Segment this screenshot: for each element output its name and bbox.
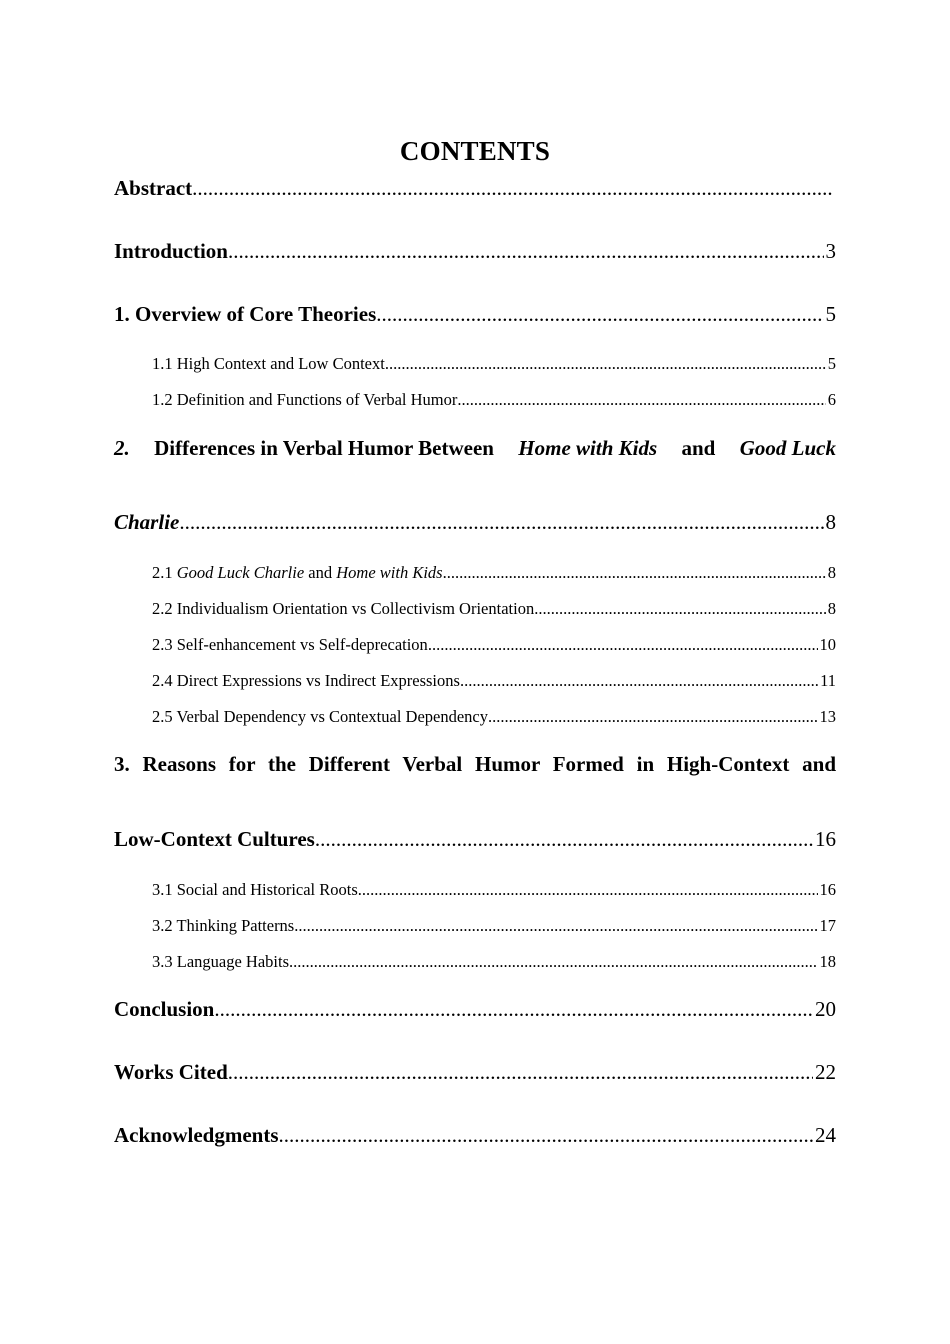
toc-page-number: 16 xyxy=(819,880,836,899)
toc-label: 1. Overview of Core Theories xyxy=(114,302,377,326)
toc-page-number: 13 xyxy=(819,707,836,726)
toc-page-number: 16 xyxy=(815,827,836,851)
section-2-1-mid: and xyxy=(304,563,337,582)
chapter-2-italic-b: Good Luck xyxy=(739,436,836,460)
section-2-1-italic-a: Good Luck Charlie xyxy=(176,563,305,582)
toc-page-number: 5 xyxy=(825,302,836,326)
page-title: CONTENTS xyxy=(399,136,551,166)
toc-label: Introduction xyxy=(114,239,228,263)
toc-entry-chapter-3-line-1[interactable] xyxy=(114,752,836,782)
toc-leader xyxy=(289,952,817,972)
toc-leader xyxy=(214,997,813,1022)
toc-label: 1.2 Definition and Functions of Verbal Humor xyxy=(152,390,458,409)
toc-page-number: 3 xyxy=(825,239,836,263)
toc-leader xyxy=(457,390,825,410)
toc-label: Low-Context Cultures xyxy=(114,827,315,851)
toc-leader xyxy=(228,1060,813,1085)
toc-entry-acknowledgments[interactable] xyxy=(114,1123,836,1153)
toc-leader xyxy=(428,635,818,655)
toc-leader xyxy=(279,1123,813,1148)
toc-page-number: 5 xyxy=(827,354,836,373)
toc-entry-section-3-2[interactable] xyxy=(152,916,836,940)
toc-label: Abstract xyxy=(114,176,193,200)
toc-entry-chapter-2-line-2[interactable] xyxy=(114,510,836,540)
toc-label: 1.1 High Context and Low Context xyxy=(152,354,385,373)
toc-page-number: 20 xyxy=(815,997,836,1021)
chapter-3-line-1-text: 3. Reasons for the Different Verbal Humor Formed in High-Context and xyxy=(114,752,836,776)
toc-leader xyxy=(294,916,817,936)
toc-entry-section-3-3[interactable] xyxy=(152,952,836,976)
toc-entry-section-2-5[interactable] xyxy=(152,707,836,731)
toc-page-number: 8 xyxy=(827,599,836,618)
toc-leader xyxy=(358,880,818,900)
toc-entry-section-2-3[interactable] xyxy=(152,635,836,659)
toc-label: Conclusion xyxy=(114,997,215,1021)
toc-page-number: 8 xyxy=(825,510,836,534)
toc-leader xyxy=(315,827,813,852)
toc-entry-chapter-1[interactable] xyxy=(114,302,836,332)
toc-page-number: 24 xyxy=(815,1123,836,1147)
toc-entry-section-3-1[interactable] xyxy=(152,880,836,904)
section-2-1-prefix: 2.1 xyxy=(152,563,177,582)
toc-entry-conclusion[interactable] xyxy=(114,997,836,1027)
toc-entry-abstract[interactable] xyxy=(114,176,836,206)
toc-page-number: 6 xyxy=(827,390,836,409)
toc-leader xyxy=(179,510,823,535)
toc-page-number: 10 xyxy=(819,635,836,654)
toc-leader xyxy=(376,302,823,327)
toc-label: Acknowledgments xyxy=(114,1123,279,1147)
toc-entry-chapter-3-line-2[interactable] xyxy=(114,827,836,857)
chapter-2-number: 2. xyxy=(114,436,130,460)
toc-label: 2.2 Individualism Orientation vs Collectivism Orientation xyxy=(152,599,535,618)
toc-page-number: 18 xyxy=(819,952,836,971)
toc-label: 3.2 Thinking Patterns xyxy=(152,916,295,935)
toc-label: 2.4 Direct Expressions vs Indirect Expressions xyxy=(152,671,460,690)
toc-entry-works-cited[interactable] xyxy=(114,1060,836,1090)
chapter-2-italic-c: Charlie xyxy=(114,510,180,534)
toc-leader xyxy=(534,599,826,619)
toc-entry-section-2-1[interactable] xyxy=(152,563,836,587)
chapter-2-text-b: and xyxy=(681,436,716,460)
chapter-2-italic-a: Home with Kids xyxy=(518,436,658,460)
toc-entry-chapter-2-line-1[interactable] xyxy=(114,436,836,466)
toc-label xyxy=(152,563,443,583)
toc-label: 3.3 Language Habits xyxy=(152,952,290,971)
toc-leader xyxy=(443,563,826,583)
toc-label: 2.5 Verbal Dependency vs Contextual Dependency xyxy=(152,707,489,726)
toc-leader xyxy=(228,239,824,264)
toc-page-number: 17 xyxy=(819,916,836,935)
toc-leader xyxy=(192,176,834,201)
chapter-2-text-a: Differences in Verbal Humor Between xyxy=(154,436,494,460)
toc-label: 3.1 Social and Historical Roots xyxy=(152,880,358,899)
toc-leader xyxy=(488,707,817,727)
toc-entry-section-1-1[interactable] xyxy=(152,354,836,378)
toc-entry-introduction[interactable] xyxy=(114,239,836,269)
toc-entry-section-2-2[interactable] xyxy=(152,599,836,623)
toc-leader xyxy=(460,671,818,691)
toc-label: 2.3 Self-enhancement vs Self-deprecation xyxy=(152,635,428,654)
toc-entry-section-2-4[interactable] xyxy=(152,671,836,695)
toc-entry-section-1-2[interactable] xyxy=(152,390,836,414)
section-2-1-italic-b: Home with Kids xyxy=(336,563,443,582)
toc-leader xyxy=(385,354,826,374)
toc-page-number: 22 xyxy=(815,1060,836,1084)
toc-label: Works Cited xyxy=(114,1060,228,1084)
toc-label xyxy=(114,510,179,535)
toc-page-number: 8 xyxy=(827,563,836,582)
toc-page-number: 11 xyxy=(820,671,836,690)
